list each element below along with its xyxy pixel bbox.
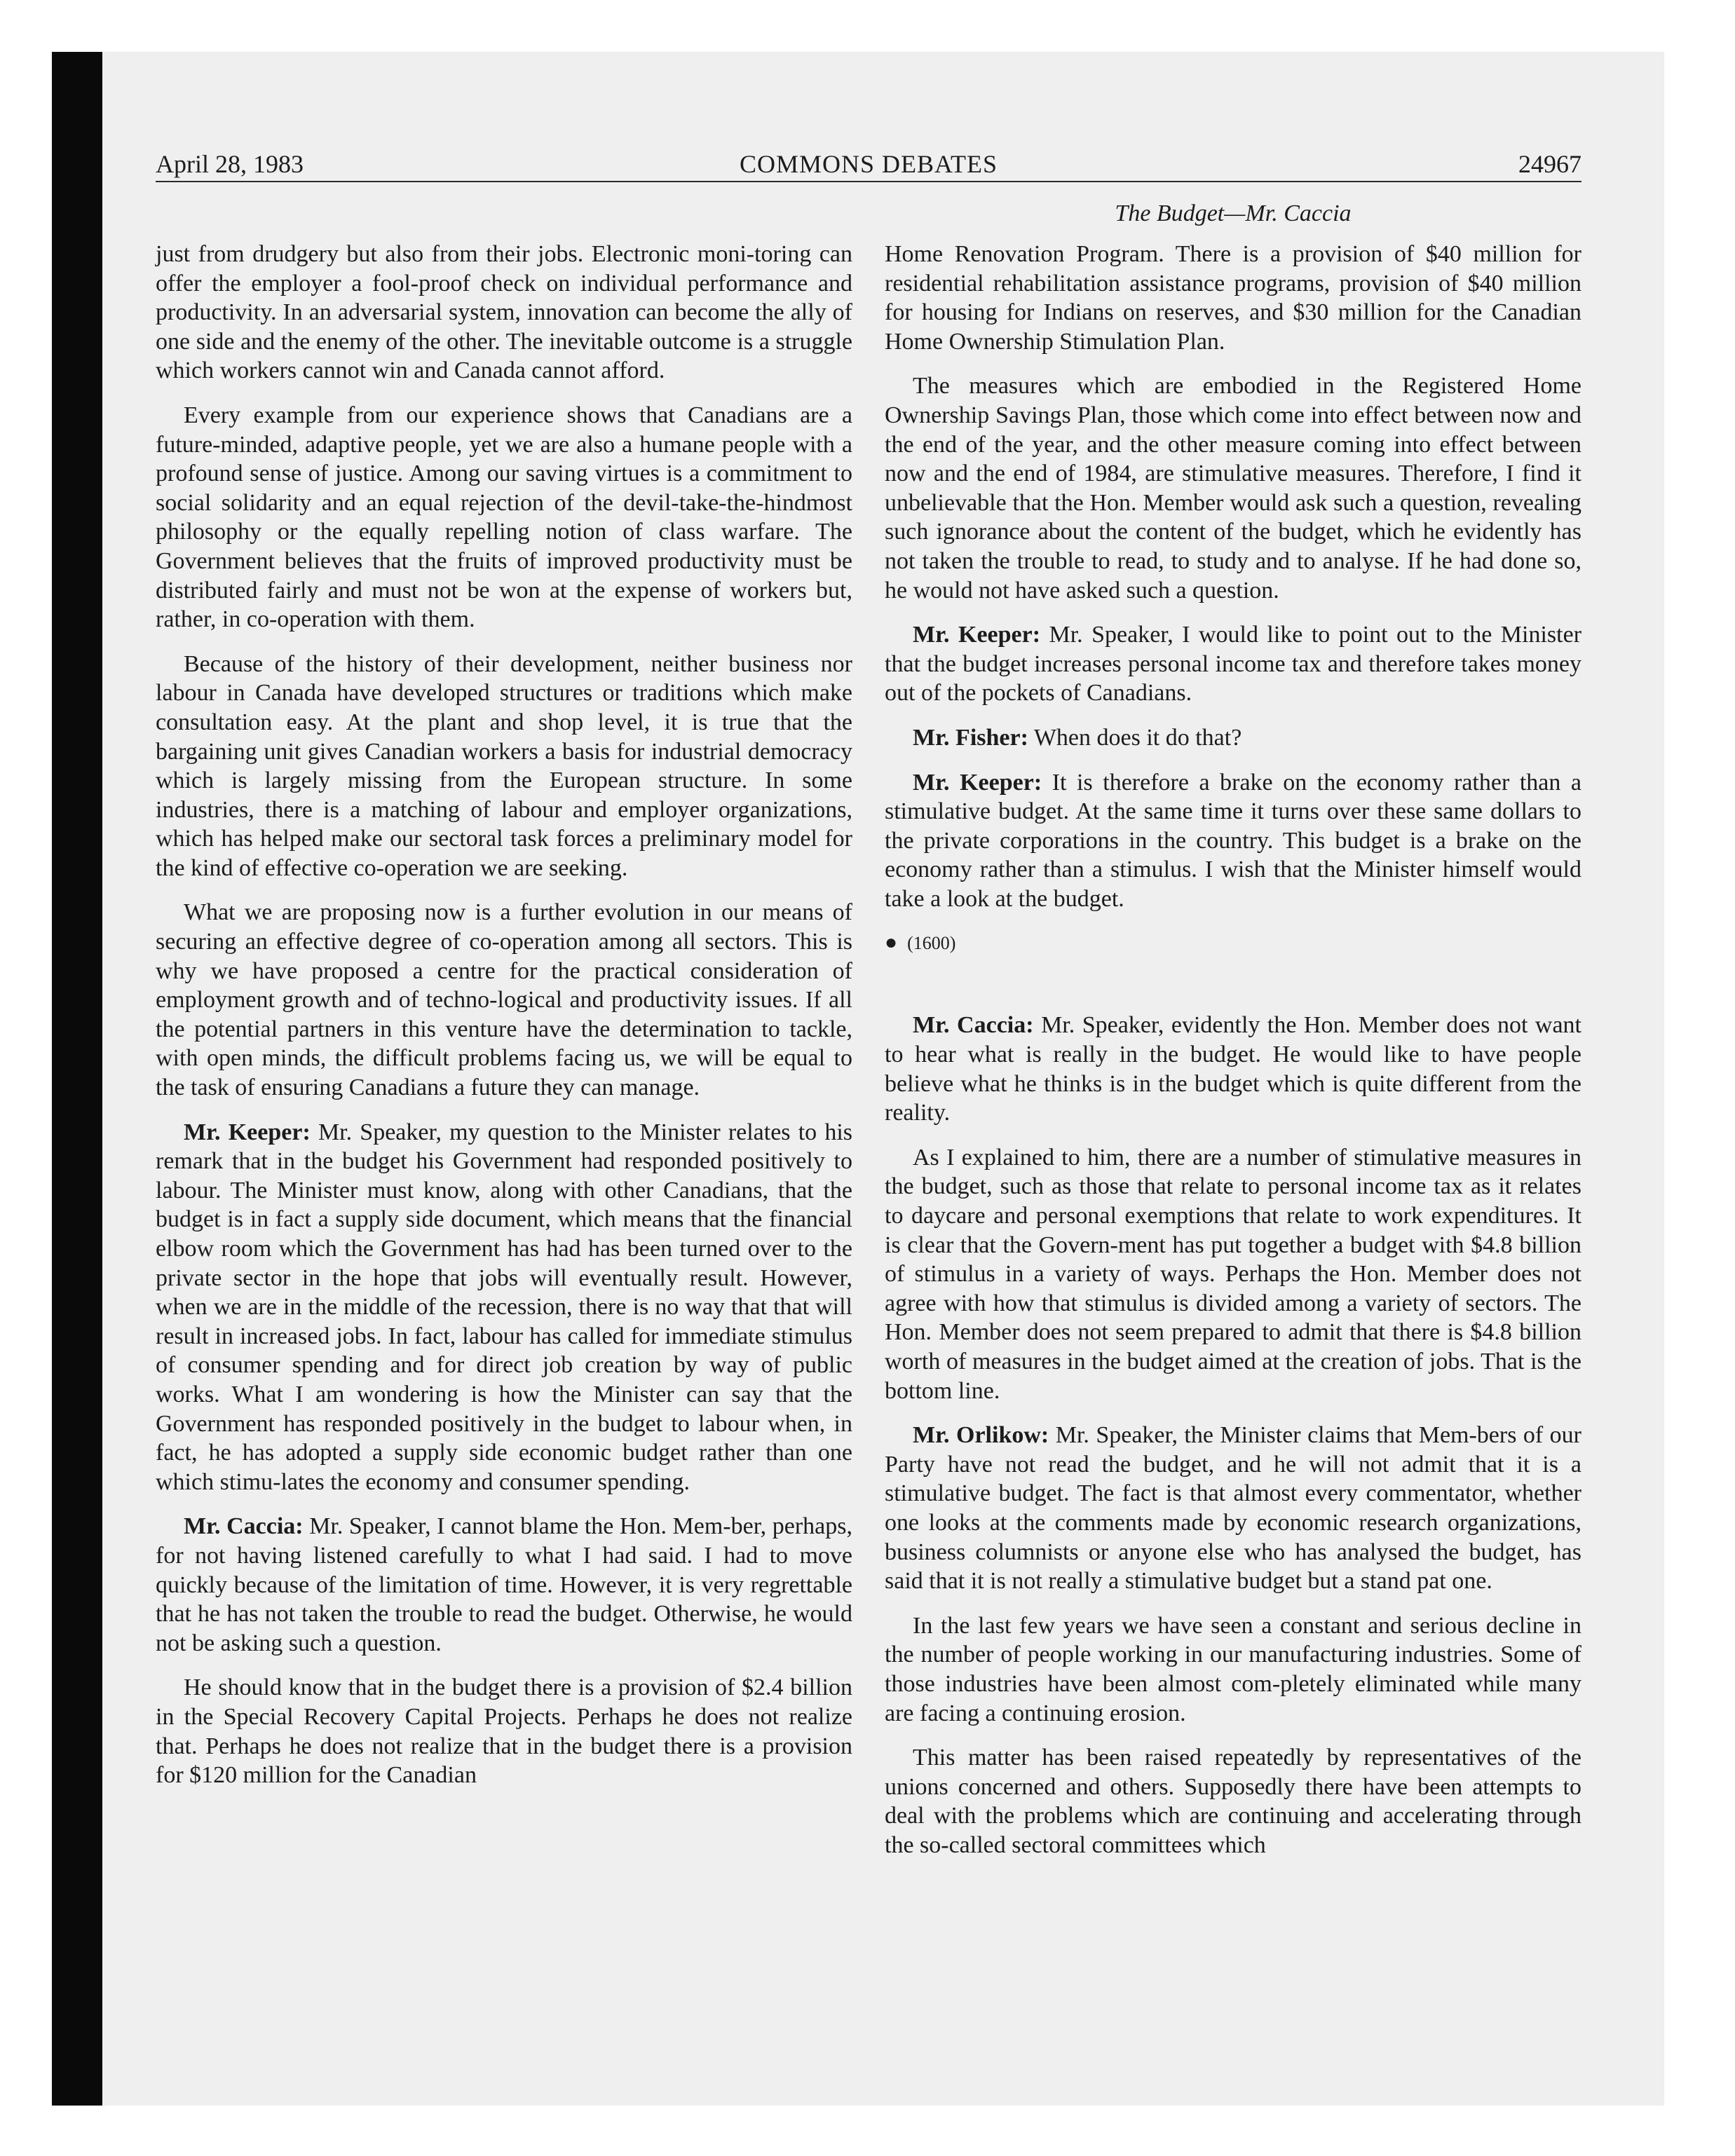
speaker-name: Mr. Keeper: [913,769,1042,796]
paragraph-text: Home Renovation Program. There is a provision of $40 million for residential rehabilitation assistance programs, provision of $40 million for housing for Indians on reserves, and $30 million for the Canadian Home Ownership Stimulation Plan. [885,241,1581,355]
speech [885,768,1581,914]
paragraph [885,1143,1581,1405]
paragraph [156,650,852,883]
paragraph [156,898,852,1102]
header-rule [156,181,1581,182]
speaker-name: Mr. Fisher: [913,724,1028,751]
paragraph [156,401,852,634]
speech [885,620,1581,708]
paragraph-text: Because of the history of their development, neither business nor labour in Canada have developed structures or traditions which make consultation easy. At the plant and shop level, it is true that the bargaining unit gives Canadian workers a basis for industrial democracy which is largely missing from the European structure. In some industries, there is a matching of labour and employer organizations, which has helped make our sectoral task forces a preliminary model for the kind of effective co-operation we are seeking. [156,650,852,881]
bullet-icon: ● [885,931,898,955]
paragraph-text: Every example from our experience shows that Canadians are a future-minded, adaptive people, yet we are also a humane people with a profound sense of justice. Among our saving virtues is a commitment to social solidarity and an equal rejection of the devil-take-the-hindmost philosophy or the equally repelling notion of class warfare. The Government believes that the fruits of improved productivity must be distributed fairly and must not be won at the expense of workers but, rather, in co-operation with them. [156,402,852,633]
speech-text: When does it do that? [1033,724,1242,751]
speech-text: Mr. Speaker, the Minister claims that Mem-bers of our Party have not read the budget, and he will not admit that it is a stimulative budget. The fact is that almost every commentator, whether one looks at the comments made by economic research organizations, business columnists or anyone else who has analysed the budget, has said that it is not really a stimulative budget but a stand pat one. [885,1422,1581,1595]
speech [156,1118,852,1497]
speech [885,1421,1581,1596]
speech-text: It is therefore a brake on the economy rather than a stimulative budget. At the same time it turns over these same dollars to the private corporations in the country. This budget is a brake on the economy rather than a stimulus. I wish that the Minister himself would take a look at the budget. [885,769,1582,912]
scan-binding-edge [52,52,102,2106]
paragraph-text: This matter has been raised repeatedly by representatives of the unions concerned and others. Supposedly there have been attempts to deal with the problems which are continuing and accelerating through the so-called sectoral committees which [885,1745,1581,1858]
header-publication: COMMONS DEBATES [739,150,998,178]
paragraph-text: As I explained to him, there are a number of stimulative measures in the budget, such as those that relate to personal income tax as it relates to daycare and personal exemptions that relate to work expenditures. It is clear that the Govern-ment has put together a budget with $4.8 billion of stimulus in a variety of ways. Perhaps the Hon. Member does not agree with how that stimulus is divided among a variety of sectors. The Hon. Member does not seem prepared to admit that there is $4.8 billion worth of measures in the budget aimed at the creation of jobs. That is the bottom line. [885,1144,1581,1404]
time-marker-text: (1600) [907,933,956,954]
speaker-name: Mr. Orlikow: [913,1422,1049,1449]
paragraph [885,371,1581,605]
header-page-number: 24967 [1518,150,1581,178]
speaker-name: Mr. Caccia: [184,1513,304,1540]
header-date: April 28, 1983 [156,150,304,178]
speech [156,1512,852,1658]
paragraph-text: The measures which are embodied in the Registered Home Ownership Savings Plan, those which come into effect between now and the end of the year, and the other measure coming into effect between now and the end of 1984, are stimulative measures. Therefore, I find it unbelievable that the Hon. Member would ask such a question, revealing such ignorance about the content of the budget, which he evidently has not taken the trouble to read, to study and to analyse. If he had done so, he would not have asked such a question. [885,373,1581,603]
speech [885,1011,1581,1127]
speech [885,723,1581,753]
speech-text: Mr. Speaker, I cannot blame the Hon. Mem-ber, perhaps, for not having listened carefully to what I had said. I had to move quickly because of the limitation of time. However, it is very regrettable that he has not taken the trouble to read the budget. Otherwise, he would not be asking such a question. [156,1513,852,1656]
time-marker [885,929,1581,957]
paragraph [885,1611,1581,1728]
left-column [156,240,852,1806]
paragraph [156,1673,852,1789]
paragraph [156,240,852,386]
paragraph [885,240,1581,356]
paragraph-text: just from drudgery but also from their jobs. Electronic moni-toring can offer the employer a fool-proof check on individual performance and productivity. In an adversarial system, innovation can become the ally of one side and the enemy of the other. The inevitable outcome is a struggle which workers cannot win and Canada cannot afford. [156,241,852,384]
speech-text: Mr. Speaker, my question to the Minister relates to his remark that in the budget his Government had responded positively to labour. The Minister must know, along with other Canadians, that the budget is in fact a supply side document, which means that the financial elbow room which the Government has had has been turned over to the private sector in the hope that jobs will eventually result. However, when we are in the middle of the recession, there is no way that that will result in increased jobs. In fact, labour has called for immediate stimulus of consumer spending and for direct job creation by way of public works. What I am wondering is how the Minister can say that the Government has responded positively in the budget to labour when, in fact, he has adopted a supply side economic budget rather than one which stimu-lates the economy and consumer spending. [156,1119,852,1495]
paragraph-text: What we are proposing now is a further evolution in our means of securing an effective degree of co-operation among all sectors. This is why we have proposed a centre for the practical consideration of employment growth and of techno-logical and productivity issues. If all the potential partners in this venture have the determination to tackle, with open minds, the difficult problems facing us, we will be equal to the task of ensuring Canadians a future they can manage. [156,899,852,1101]
speaker-name: Mr. Keeper: [184,1119,311,1145]
page-header [156,147,1581,181]
speaker-name: Mr. Caccia: [913,1012,1034,1039]
right-column [885,240,1581,1876]
paragraph-text: He should know that in the budget there is a provision of $2.4 billion in the Special Recovery Capital Projects. Perhaps he does not realize that. Perhaps he does not realize that in the budget there is a provision for $120 million for the Canadian [156,1674,852,1789]
paragraph-text: In the last few years we have seen a constant and serious decline in the number of people working in our manufacturing industries. Some of those industries have been almost com-pletely eliminated while many are facing a continuing erosion. [885,1612,1581,1726]
speaker-name: Mr. Keeper: [913,622,1041,648]
running-head: The Budget—Mr. Caccia [1115,200,1352,226]
paragraph [885,1743,1581,1860]
speech-text: Mr. Speaker, evidently the Hon. Member does not want to hear what is really in the budget. He would like to have people believe what he thinks is in the budget which is quite different from the reality. [885,1012,1581,1126]
speech-text: Mr. Speaker, I would like to point out to the Minister that the budget increases personal income tax and therefore takes money out of the pockets of Canadians. [885,622,1582,707]
